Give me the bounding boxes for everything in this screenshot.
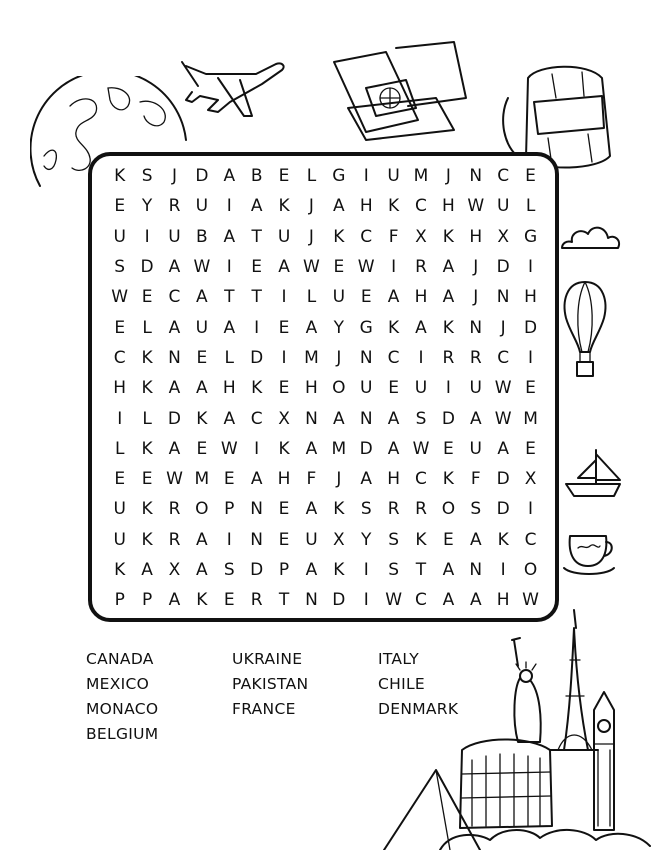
grid-letter[interactable]: K (442, 226, 454, 247)
grid-letter[interactable]: E (114, 469, 126, 490)
grid-letter[interactable]: H (277, 469, 291, 490)
grid-letter[interactable]: A (305, 317, 318, 338)
grid-letter[interactable]: R (168, 529, 181, 550)
grid-letter[interactable]: A (223, 166, 236, 187)
grid-letter[interactable]: H (222, 378, 236, 399)
grid-letter[interactable]: T (251, 287, 262, 308)
grid-letter[interactable]: S (141, 166, 153, 187)
grid-letter[interactable]: T (415, 560, 427, 580)
grid-letter[interactable]: X (415, 226, 427, 247)
grid-letter[interactable]: C (497, 166, 510, 187)
grid-letter[interactable]: K (388, 196, 400, 217)
grid-letter[interactable]: D (250, 347, 264, 368)
grid-letter[interactable]: S (415, 408, 427, 429)
grid-letter[interactable]: S (360, 499, 372, 520)
grid-letter[interactable]: K (278, 438, 290, 459)
grid-letter[interactable]: E (388, 378, 399, 399)
grid-letter[interactable]: E (278, 378, 290, 399)
grid-letter[interactable]: X (278, 408, 290, 429)
grid-letter[interactable]: O (441, 499, 456, 520)
grid-letter[interactable]: H (113, 378, 127, 399)
grid-letter[interactable]: A (250, 469, 263, 490)
grid-letter[interactable]: E (196, 438, 208, 459)
grid-letter[interactable]: A (360, 469, 373, 490)
grid-letter[interactable]: C (113, 347, 126, 368)
grid-letter[interactable]: A (168, 257, 181, 278)
word-list-item: DENMARK (378, 700, 459, 718)
grid-letter[interactable]: Y (361, 529, 372, 550)
grid-letter[interactable]: L (224, 347, 234, 368)
grid-letter[interactable]: N (359, 347, 373, 368)
grid-letter[interactable]: O (332, 378, 346, 399)
grid-letter[interactable]: U (195, 196, 209, 217)
grid-letter[interactable]: I (528, 257, 534, 278)
grid-letter[interactable]: N (496, 287, 510, 308)
grid-letter[interactable]: N (469, 560, 483, 580)
grid-letter[interactable]: H (359, 196, 373, 217)
grid-letter[interactable]: P (224, 499, 235, 520)
grid-letter[interactable]: D (441, 408, 455, 429)
grid-letter[interactable]: A (497, 438, 509, 459)
grid-letter[interactable]: Y (141, 196, 153, 217)
grid-letter[interactable]: A (196, 378, 208, 399)
grid-letter[interactable]: R (387, 499, 400, 520)
grid-letter[interactable]: R (442, 347, 455, 368)
grid-letter[interactable]: L (525, 196, 536, 217)
grid-letter[interactable]: A (442, 590, 455, 611)
grid-letter[interactable]: X (524, 469, 537, 490)
grid-letter[interactable]: K (114, 166, 126, 187)
grid-letter[interactable]: M (523, 408, 538, 429)
grid-letter[interactable]: I (254, 317, 260, 338)
grid-letter[interactable]: M (304, 347, 319, 368)
grid-letter[interactable]: I (226, 529, 232, 550)
grid-letter[interactable]: J (336, 347, 342, 368)
grid-letter[interactable]: G (359, 317, 373, 338)
grid-letter[interactable]: W (357, 257, 375, 278)
grid-letter[interactable]: E (278, 317, 290, 338)
grid-letter[interactable]: H (305, 378, 318, 399)
grid-letter[interactable]: A (469, 529, 482, 550)
grid-letter[interactable]: I (528, 347, 534, 368)
grid-letter[interactable]: K (141, 499, 153, 520)
grid-letter[interactable]: A (168, 378, 181, 399)
grid-letter[interactable]: E (443, 438, 454, 459)
grid-letter[interactable]: W (166, 469, 183, 490)
grid-letter[interactable]: F (470, 469, 481, 490)
grid-letter[interactable]: C (497, 347, 510, 368)
airplane-icon (178, 56, 290, 130)
grid-letter[interactable]: R (415, 257, 427, 278)
grid-letter[interactable]: E (114, 196, 126, 217)
grid-letter[interactable]: R (250, 590, 263, 611)
grid-letter[interactable]: H (524, 287, 537, 308)
grid-letter[interactable]: A (196, 287, 208, 308)
grid-letter[interactable]: F (388, 226, 399, 247)
grid-letter[interactable]: N (168, 347, 181, 368)
grid-letter[interactable]: J (308, 196, 314, 217)
grid-letter[interactable]: A (387, 438, 400, 459)
grid-letter[interactable]: U (168, 226, 181, 247)
grid-letter[interactable]: D (359, 438, 373, 459)
grid-letter[interactable]: N (305, 408, 318, 429)
grid-letter[interactable]: A (196, 560, 208, 580)
grid-letter[interactable]: I (528, 499, 534, 520)
grid-letter[interactable]: T (278, 590, 290, 611)
grid-letter[interactable]: O (195, 499, 209, 520)
grid-letter[interactable]: K (278, 196, 290, 217)
grid-letter[interactable]: M (194, 469, 210, 490)
grid-letter[interactable]: N (359, 408, 373, 429)
grid-letter[interactable]: W (467, 196, 485, 217)
grid-letter[interactable]: B (250, 166, 263, 187)
grid-letter[interactable]: B (196, 226, 208, 247)
grid-letter[interactable]: D (496, 469, 510, 490)
grid-letter[interactable]: A (387, 287, 400, 308)
grid-letter[interactable]: C (168, 287, 181, 308)
grid-letter[interactable]: I (363, 560, 369, 580)
grid-letter[interactable]: U (305, 529, 318, 550)
grid-letter[interactable]: E (223, 590, 235, 611)
grid-letter[interactable]: J (473, 257, 479, 278)
grid-letter[interactable]: D (332, 590, 346, 611)
grid-letter[interactable]: C (415, 196, 427, 217)
grid-letter[interactable]: A (469, 590, 482, 611)
grid-letter[interactable]: K (141, 378, 153, 399)
grid-letter[interactable]: T (251, 226, 262, 247)
grid-letter[interactable]: J (308, 226, 314, 247)
grid-letter[interactable]: E (525, 166, 536, 187)
grid-letter[interactable]: U (113, 529, 126, 550)
grid-letter[interactable]: X (168, 560, 181, 580)
grid-letter[interactable]: U (387, 166, 400, 187)
grid-letter[interactable]: E (141, 287, 153, 308)
grid-letter[interactable]: W (522, 590, 539, 611)
grid-letter[interactable]: A (442, 287, 455, 308)
grid-letter[interactable]: J (171, 166, 177, 187)
grid-letter[interactable]: W (193, 257, 211, 278)
grid-letter[interactable]: W (303, 257, 320, 278)
grid-letter[interactable]: S (223, 560, 235, 580)
grid-letter[interactable]: C (387, 347, 400, 368)
sailboat-icon (562, 448, 624, 500)
grid-letter[interactable]: K (114, 560, 126, 580)
grid-letter[interactable]: E (196, 347, 208, 368)
grid-letter[interactable]: T (224, 287, 235, 308)
grid-letter[interactable]: R (168, 196, 181, 217)
grid-letter[interactable]: W (385, 590, 402, 611)
grid-letter[interactable]: K (333, 499, 345, 520)
grid-letter[interactable]: S (114, 257, 126, 278)
grid-letter[interactable]: N (250, 529, 263, 550)
cloud-icon (560, 214, 622, 254)
grid-letter[interactable]: E (251, 257, 263, 278)
grid-letter[interactable]: D (496, 499, 510, 520)
grid-letter[interactable]: S (388, 529, 399, 550)
grid-letter[interactable]: A (250, 196, 263, 217)
teacup-icon (562, 526, 616, 578)
grid-letter[interactable]: L (306, 287, 317, 308)
grid-letter[interactable]: I (226, 196, 232, 217)
grid-letter[interactable]: S (470, 499, 482, 520)
grid-letter[interactable]: E (278, 529, 290, 550)
grid-letter[interactable]: A (305, 438, 318, 459)
grid-letter[interactable]: L (114, 438, 125, 459)
grid-letter[interactable]: I (363, 590, 369, 611)
grid-letter[interactable]: E (141, 469, 153, 490)
grid-letter[interactable]: R (415, 499, 427, 520)
grid-letter[interactable]: K (141, 347, 153, 368)
grid-letter[interactable]: E (278, 166, 290, 187)
grid-letter[interactable]: I (226, 257, 232, 278)
grid-letter[interactable]: E (333, 257, 345, 278)
grid-letter[interactable]: J (473, 287, 479, 308)
grid-letter[interactable]: X (497, 226, 509, 247)
grid-letter[interactable]: K (415, 529, 427, 550)
grid-letter[interactable]: W (494, 378, 512, 399)
grid-letter[interactable]: P (141, 590, 153, 611)
grid-letter[interactable]: K (333, 226, 345, 247)
grid-letter[interactable]: D (167, 408, 182, 429)
grid-letter[interactable]: E (360, 287, 372, 308)
grid-letter[interactable]: D (496, 257, 510, 278)
grid-letter[interactable]: H (469, 226, 483, 247)
grid-letter[interactable]: H (441, 196, 455, 217)
grid-letter[interactable]: A (387, 408, 400, 429)
grid-letter[interactable]: P (278, 560, 290, 580)
grid-letter[interactable]: C (415, 469, 427, 490)
grid-letter[interactable]: G (332, 166, 346, 187)
grid-letter[interactable]: K (497, 529, 509, 550)
grid-letter[interactable]: X (332, 529, 345, 550)
grid-letter[interactable]: F (306, 469, 317, 490)
grid-letter[interactable]: I (144, 226, 150, 247)
grid-letter[interactable]: C (524, 529, 537, 550)
grid-letter[interactable]: A (223, 317, 236, 338)
grid-letter[interactable]: J (445, 166, 451, 187)
grid-letter[interactable]: A (415, 317, 427, 338)
grid-letter[interactable]: L (142, 317, 152, 338)
grid-letter[interactable]: M (413, 166, 429, 187)
grid-letter[interactable]: E (525, 378, 536, 399)
grid-letter[interactable]: A (141, 560, 153, 580)
grid-letter[interactable]: I (500, 560, 506, 580)
grid-letter[interactable]: A (223, 226, 236, 247)
hot-air-balloon-icon (560, 280, 610, 384)
grid-letter[interactable]: I (281, 347, 287, 368)
grid-letter[interactable]: W (111, 287, 129, 308)
grid-letter[interactable]: K (333, 560, 345, 580)
grid-letter[interactable]: U (277, 226, 291, 247)
grid-letter[interactable]: E (278, 499, 290, 520)
grid-letter[interactable]: H (414, 287, 428, 308)
grid-letter[interactable]: D (195, 166, 209, 187)
word-list-item: CANADA (86, 650, 154, 668)
grid-letter[interactable]: I (363, 166, 369, 187)
grid-letter[interactable]: A (168, 590, 181, 611)
grid-letter[interactable]: R (168, 499, 181, 520)
grid-letter[interactable]: L (306, 166, 317, 187)
grid-letter[interactable]: K (141, 438, 153, 459)
grid-letter[interactable]: A (469, 408, 482, 429)
grid-letter[interactable]: E (443, 529, 454, 550)
grid-letter[interactable]: E (114, 317, 126, 338)
grid-letter[interactable]: A (196, 529, 208, 550)
grid-letter[interactable]: U (113, 499, 126, 520)
grid-letter[interactable]: G (523, 226, 538, 247)
grid-letter[interactable]: N (469, 166, 483, 187)
word-list-item: BELGIUM (86, 725, 159, 743)
grid-letter[interactable]: W (412, 438, 430, 459)
grid-letter[interactable]: O (523, 560, 538, 580)
grid-letter[interactable]: P (114, 590, 125, 611)
grid-letter[interactable]: L (142, 408, 152, 429)
grid-letter[interactable]: C (360, 226, 373, 247)
grid-letter[interactable]: A (442, 257, 455, 278)
grid-letter[interactable]: E (525, 438, 536, 459)
word-list-item: FRANCE (232, 700, 296, 718)
grid-letter[interactable]: U (113, 226, 126, 247)
grid-letter[interactable]: M (331, 438, 347, 459)
grid-letter[interactable]: W (220, 438, 238, 459)
grid-letter[interactable]: A (223, 408, 236, 429)
grid-letter[interactable]: K (196, 408, 208, 429)
grid-letter[interactable]: I (117, 408, 123, 429)
grid-letter[interactable]: D (524, 317, 538, 338)
grid-letter[interactable]: A (168, 438, 181, 459)
grid-letter[interactable]: K (442, 317, 454, 338)
grid-letter[interactable]: K (196, 590, 208, 611)
grid-letter[interactable]: D (140, 257, 154, 278)
grid-letter[interactable]: A (442, 560, 455, 580)
grid-letter[interactable]: C (415, 590, 427, 611)
word-list-item: MEXICO (86, 675, 150, 693)
grid-letter[interactable]: A (333, 196, 345, 217)
word-list-item: MONACO (86, 700, 159, 718)
grid-letter[interactable]: A (278, 257, 290, 278)
word-list-item: ITALY (378, 650, 419, 668)
letter-grid (106, 161, 544, 615)
word-list-item: UKRAINE (232, 650, 303, 668)
word-list-item: CHILE (378, 675, 425, 693)
grid-letter[interactable]: S (388, 560, 399, 580)
grid-letter[interactable]: A (305, 499, 318, 520)
grid-letter[interactable]: N (469, 317, 483, 338)
grid-letter[interactable]: K (251, 378, 263, 399)
grid-letter[interactable]: Y (333, 317, 345, 338)
grid-letter[interactable]: D (250, 560, 264, 580)
grid-letter[interactable]: N (305, 590, 318, 611)
grid-letter[interactable]: A (168, 317, 181, 338)
grid-letter[interactable]: H (496, 590, 510, 611)
word-list-item: PAKISTAN (232, 675, 309, 693)
grid-letter[interactable]: K (442, 469, 454, 490)
grid-letter[interactable]: I (418, 347, 424, 368)
grid-letter[interactable]: R (469, 347, 482, 368)
grid-letter[interactable]: U (195, 317, 209, 338)
grid-letter[interactable]: U (496, 196, 510, 217)
grid-letter[interactable]: U (359, 378, 373, 399)
grid-letter[interactable]: U (469, 438, 482, 459)
grid-letter[interactable]: N (250, 499, 263, 520)
grid-letter[interactable]: I (391, 257, 397, 278)
grid-letter[interactable]: J (336, 469, 342, 490)
grid-letter[interactable]: W (494, 408, 512, 429)
suitcase-passport-icon (326, 38, 472, 142)
grid-letter[interactable]: I (445, 378, 451, 399)
grid-letter[interactable]: U (332, 287, 346, 308)
grid-letter[interactable]: U (414, 378, 428, 399)
grid-letter[interactable]: A (333, 408, 345, 429)
grid-letter[interactable]: C (250, 408, 263, 429)
grid-letter[interactable]: E (223, 469, 235, 490)
grid-letter[interactable]: K (141, 529, 153, 550)
grid-letter[interactable]: A (305, 560, 318, 580)
grid-letter[interactable]: H (387, 469, 400, 490)
grid-letter[interactable]: I (254, 438, 260, 459)
grid-letter[interactable]: J (500, 317, 506, 338)
grid-letter[interactable]: K (388, 317, 400, 338)
grid-letter[interactable]: I (281, 287, 287, 308)
grid-letter[interactable]: U (469, 378, 482, 399)
word-list (86, 650, 506, 750)
puzzle-grid (88, 152, 559, 622)
